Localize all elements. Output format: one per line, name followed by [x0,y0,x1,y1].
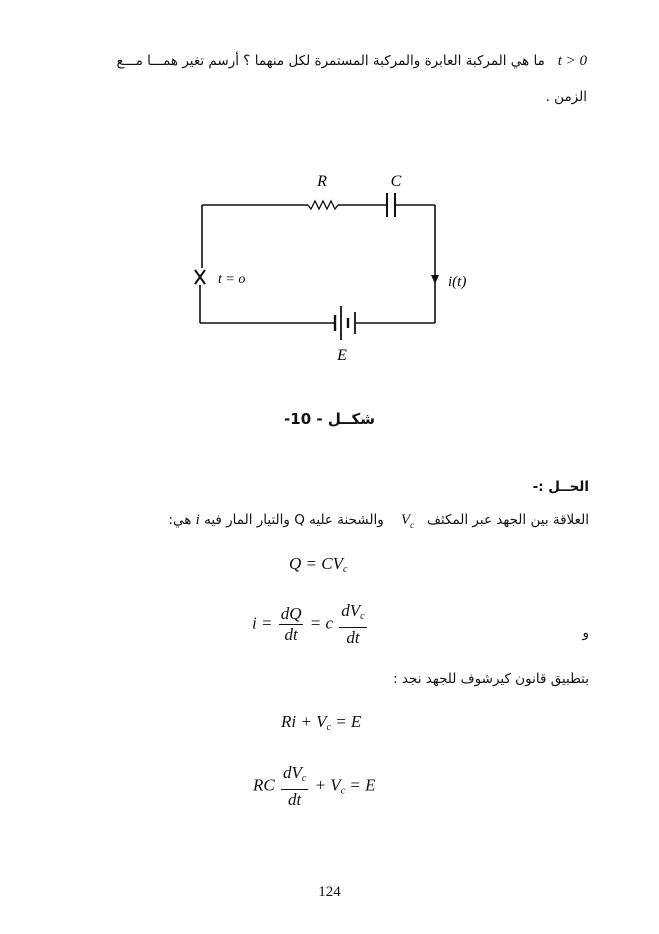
label-source: E [337,347,347,364]
battery-symbol [335,306,355,340]
inline-math-vc: $V_c$ [400,512,415,530]
label-current: i(t) [448,274,467,290]
equation-kvl: $Ri + V_c = E$ [281,712,362,733]
label-switch-time: t = o [218,272,246,287]
switch-icon [195,270,205,284]
capacitor-symbol [387,193,395,217]
label-resistor: R [317,173,327,190]
relation-sentence [29,509,589,536]
inline-math-t-positive: t > 0 [557,53,587,69]
solution-heading: الحــل :- [532,479,589,495]
figure-caption: شكــل - 10- [284,410,375,428]
relation-text-b: والشحنة عليه Q والتيار المار فيه [204,512,384,528]
label-capacitor: C [390,173,402,190]
relation-text-a: العلاقة بين الجهد عبر المكثف [426,512,589,528]
inline-math-i: i [195,512,200,528]
circuit-diagram [180,160,500,375]
relation-text-c: هي: [168,512,192,528]
equation-differential: RC $\frac{dV_c}{dt}$ + $V_c = E$ [253,763,376,809]
question-line-2 [47,86,587,108]
kirchhoff-sentence: بتطبيق قانون كيرشوف للجهد نجد : [393,671,589,687]
question-line-2-text: الزمن . [545,89,587,105]
fraction-dvc-dt: $\frac{dV_c}{dt}$ [341,601,365,647]
equation-current: i = $\frac{dQ}{dt}$ = c $\frac{dV_c}{dt}$ [252,601,365,647]
fraction-dq-dt: $\frac{dQ}{dt}$ [280,604,302,644]
and-label: و [582,625,589,641]
fraction-dvc-dt-rc: $\frac{dV_c}{dt}$ [282,763,307,809]
current-arrow-icon [431,275,439,284]
question-line-1-text: ما هي المركبة العابرة والمركبة المستمرة لكل منهما ؟ أرسم تغير همـــا مـــع [116,53,545,69]
page-number: 124 [318,884,341,900]
question-line-1 [47,50,587,72]
resistor-symbol [308,201,338,209]
equation-charge: $Q = CV_c$ [289,554,348,575]
